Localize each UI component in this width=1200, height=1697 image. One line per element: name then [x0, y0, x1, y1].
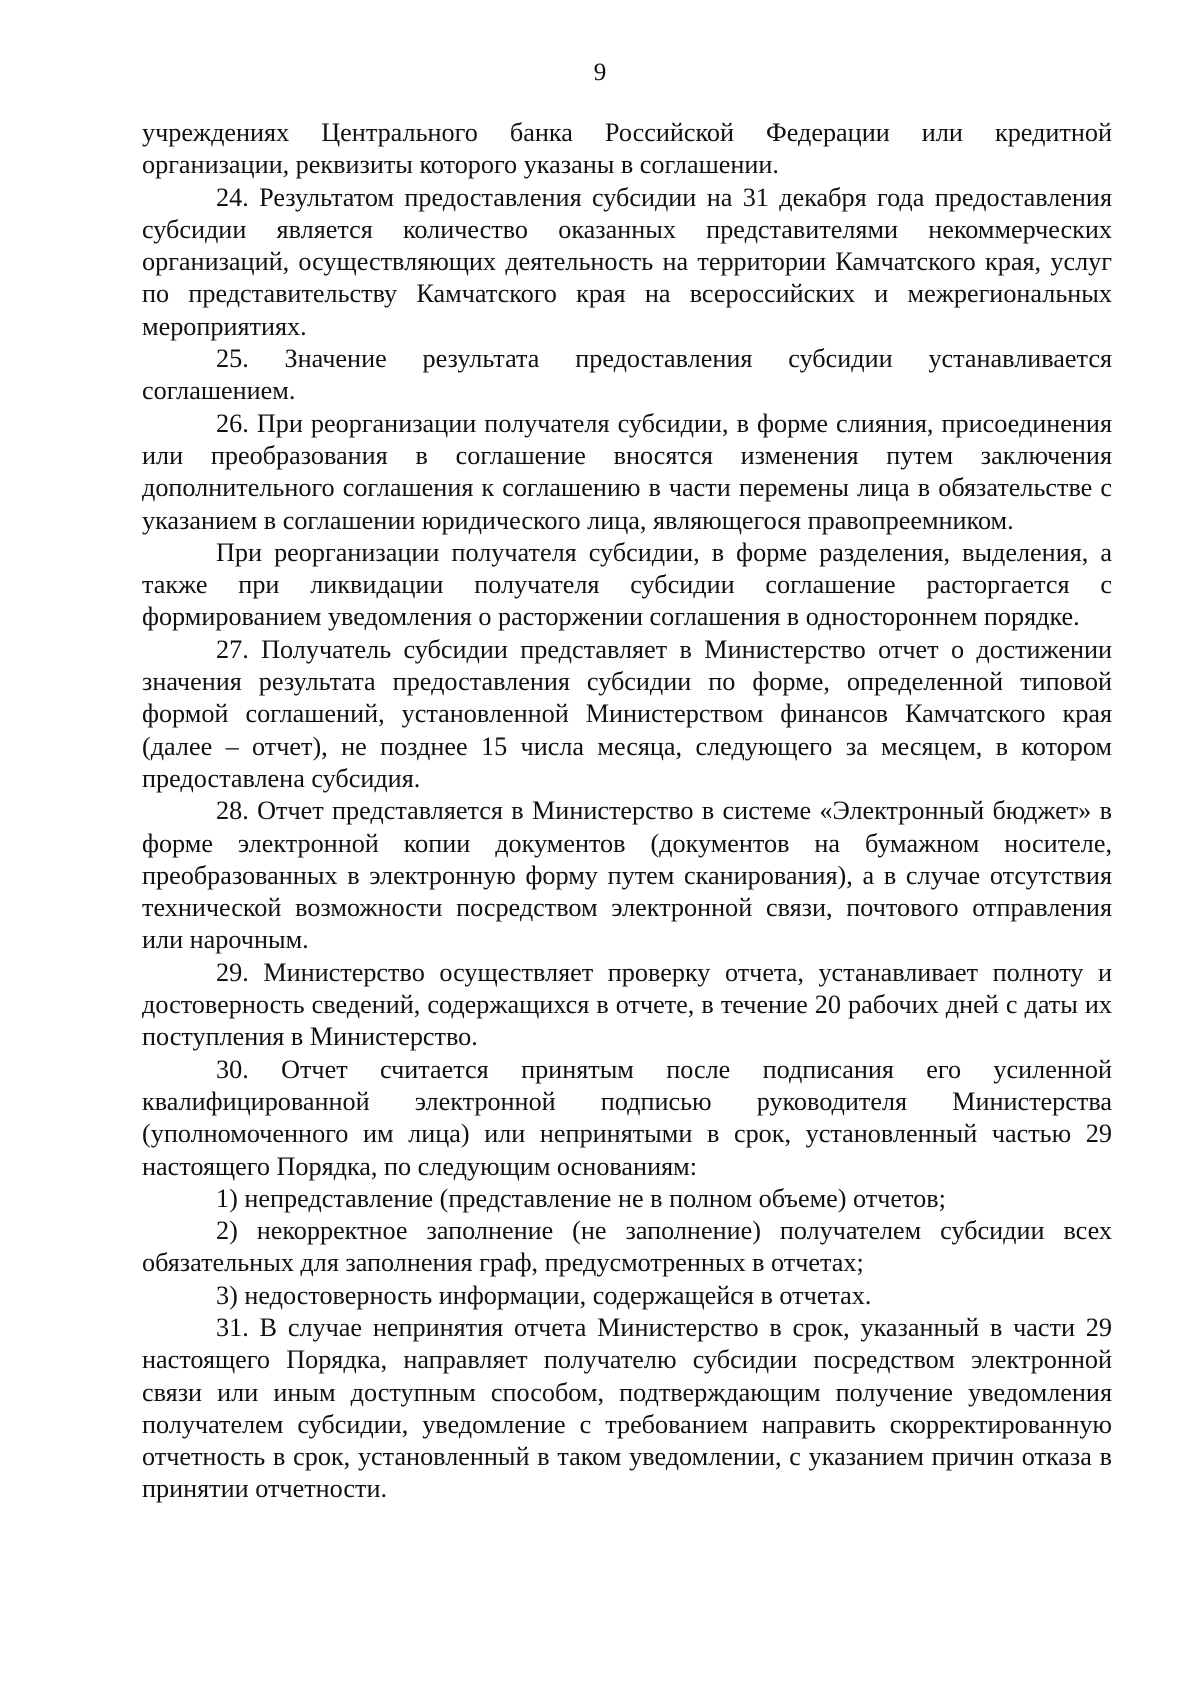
page-number: 9	[593, 59, 607, 86]
paragraph-28: 28. Отчет представляется в Министерство в системе «Электронный бюджет» в форме электронной копии документов (документов на бумажном носителе, преобразованных в электронную форму путем сканирования), а в случае отсутствия технической возможности посредством электронной связи, почтового отправления или нарочным.	[142, 796, 1112, 955]
paragraph-30-item-3: 3) недостоверность информации, содержащейся в отчетах.	[216, 1280, 872, 1310]
paragraph-30-item-1: 1) непредставление (представление не в полном объеме) отчетов;	[216, 1183, 946, 1213]
paragraph-25: 25. Значение результата предоставления субсидии устанавливается соглашением.	[142, 344, 1112, 406]
document-body	[142, 117, 1112, 1506]
paragraph-26-part-2: При реорганизации получателя субсидии, в форме разделения, выделения, а также при ликвидации получателя субсидии соглашение расторгается с формированием уведомления о расторжении соглашения в одностороннем порядке.	[142, 537, 1112, 632]
paragraph-30-item-2: 2) некорректное заполнение (не заполнение) получателем субсидии всех обязательных для заполнения граф, предусмотренных в отчетах;	[142, 1216, 1112, 1278]
paragraph-continuation: учреждениях Центрального банка Российской Федерации или кредитной организации, реквизиты которого указаны в соглашении.	[142, 118, 1112, 180]
paragraph-30: 30. Отчет считается принятым после подписания его усиленной квалифицированной электронной подписью руководителя Министерства (уполномоченного им лица) или непринятыми в срок, установленный частью 29 настоящего Порядка, по следующим основаниям:	[142, 1054, 1112, 1181]
paragraph-26: 26. При реорганизации получателя субсидии, в форме слияния, присоединения или преобразования в соглашение вносятся изменения путем заключения дополнительного соглашения к соглашению в части перемены лица в обязательстве с указанием в соглашении юридического лица, являющегося правопреемником.	[142, 408, 1112, 535]
paragraph-24: 24. Результатом предоставления субсидии на 31 декабря года предоставления субсидии является количество оказанных представителями некоммерческих организаций, осуществляющих деятельность на территории Камчатского края, услуг по представительству Камчатского края на всероссийских и межрегиональных мероприятиях.	[142, 182, 1112, 341]
paragraph-31: 31. В случае непринятия отчета Министерство в срок, указанный в части 29 настоящего Порядка, направляет получателю субсидии посредством электронной связи или иным доступным способом, подтверждающим получение уведомления получателем субсидии, уведомление с требованием направить скорректированную отчетность в срок, установленный в таком уведомлении, с указанием причин отказа в принятии отчетности.	[142, 1312, 1112, 1504]
paragraph-27: 27. Получатель субсидии представляет в Министерство отчет о достижении значения результата предоставления субсидии по форме, определенной типовой формой соглашений, установленной Министерством финансов Камчатского края (далее – отчет), не позднее 15 числа месяца, следующего за месяцем, в котором предоставлена субсидия.	[142, 634, 1112, 793]
paragraph-29: 29. Министерство осуществляет проверку отчета, устанавливает полноту и достоверность сведений, содержащихся в отчете, в течение 20 рабочих дней с даты их поступления в Министерство.	[142, 957, 1112, 1052]
